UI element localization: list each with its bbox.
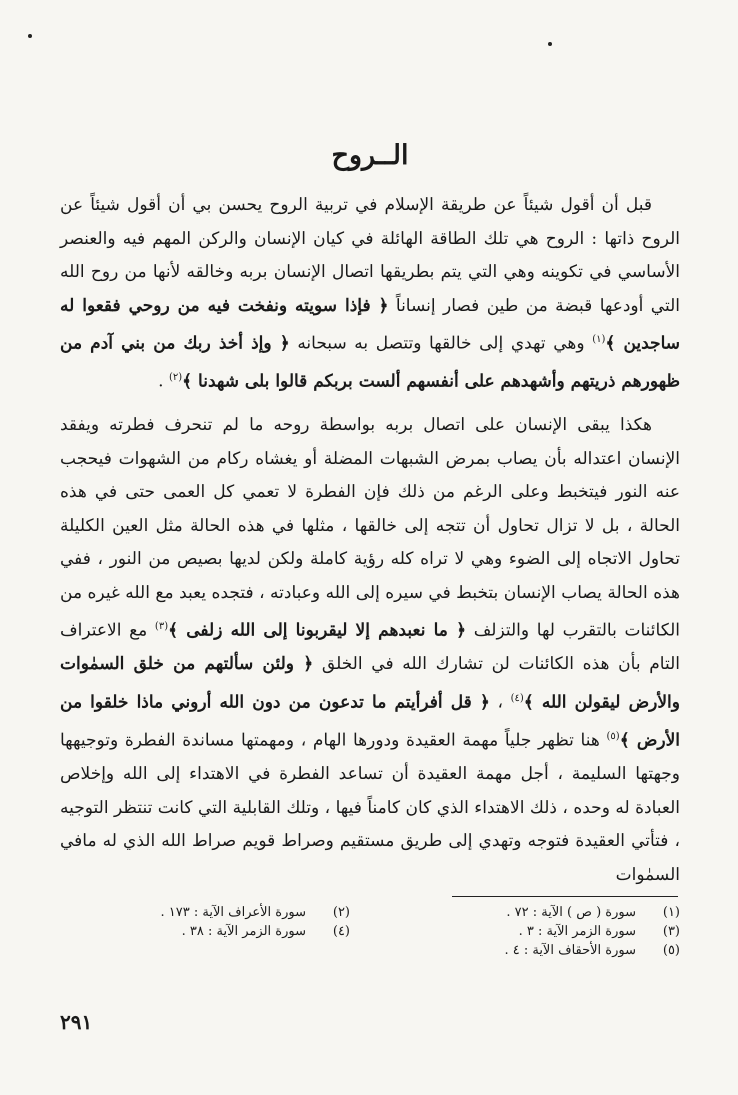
text: هنا تظهر جلياً مهمة العقيدة ودورها الهام ، ومهمتها مساندة الفطرة وتوجيهها وجهتها السليمة ، أجل مهمة العقيدة أن تساعد الفطرة في الاهتداء إلى الله وإخلاص العبادة له وحده ، ذلك الاهتداء الذي كان كامناً فيها ، وتلك القابلية التي كانت تنتظر التوجيه ، فتأتي العقيدة فتوجه وتهدي إلى طريق مستقيم وصراط قويم صراط الله الذي له مافي السمٰوات (60, 730, 680, 885)
scan-dot (28, 34, 32, 38)
paragraph (60, 189, 680, 399)
footnote-text: سورة الأحقاف الآية : ٤ . (504, 943, 636, 958)
footnote (390, 924, 680, 939)
footnote-text: سورة ( ص ) الآية : ٧٢ . (506, 905, 636, 920)
quran-quote: ﴿ وإذ أخذ ربك من بني آدم من ظهورهم ذريتهم وأشهدهم على أنفسهم ألست بربكم قالوا بلى شهدنا ﴾ (60, 333, 680, 392)
text: قبل أن أقول شيئاً عن طريقة الإسلام في تربية الروح يحسن بي أن أقول شيئاً عن الروح ذاتها : الروح هي تلك الطاقة الهائلة في كيان الإنسان والركن المهم فيه والعنصر الأساسي في تكوينه وهي التي يتم بطريقها اتصال الإنسان بربه وخالقه لأنها من روح الله التي أودعها قبضة من طين فصار إنساناً (60, 195, 680, 316)
footnote-divider (452, 896, 678, 897)
footnotes (60, 905, 680, 958)
paragraph (60, 409, 680, 892)
text: هكذا يبقى الإنسان على اتصال بربه بواسطة روحه ما لم تنحرف فطرته ويفقد الإنسان اعتداله بأن يصاب بمرض الشبهات المضلة أو يغشاه ركام من الشهوات فيحجب عنه النور فيتخبط وعلى الرغم من ذلك فإن الفطرة لا تعمي كل العمى حتى في هذه الحالة ، بل لا تزال تحاول أن تتجه إلى خالقها ، مثلها في هذه الحالة مثل العين الكليلة تحاول الاتجاه إلى الضوء وهي لا تراه كله رؤية كاملة ولكن لديها بصيص من النور ، ففي هذه الحالة يصاب الإنسان بتخبط في سيره إلى الله وعبادته ، فتجده يعبد مع الله غيره من الكائنات بالتقرب لها والتزلف (60, 415, 681, 641)
footnote-text: سورة الزمر الآية : ٣ . (518, 924, 636, 939)
quran-quote: ﴿ قل أفرأيتم ما تدعون من دون الله أروني ماذا خلقوا من الأرض ﴾ (60, 692, 681, 751)
text: ، (497, 692, 503, 713)
footnote-ref: (٢) (168, 372, 183, 384)
footnote (390, 905, 680, 920)
footnote (60, 924, 350, 939)
quran-quote: ﴿ ولئن سألتهم من خلق السمٰوات والأرض ليقولن الله ﴾ (60, 654, 680, 713)
footnote-number: (٢) (332, 905, 350, 920)
footnote-number: (١) (662, 905, 680, 920)
footnote-number: (٥) (662, 943, 680, 958)
scan-dot (548, 42, 552, 46)
quran-quote: ﴿ ما نعبدهم إلا ليقربونا إلى الله زلفى ﴾ (168, 620, 467, 641)
footnote-ref: (١) (592, 334, 606, 345)
page-number: ٢٩١ (60, 1010, 93, 1034)
text: مع الاعتراف التام بأن هذه الكائنات لن تشارك الله في الخلق (60, 620, 681, 675)
chapter-title: الــروح (331, 140, 409, 171)
footnote-text: سورة الأعراف الآية : ١٧٣ . (160, 905, 306, 920)
text: . (158, 371, 164, 392)
quran-quote: ﴿ فإذا سويته ونفخت فيه من روحي فقعوا له ساجدين ﴾ (60, 295, 680, 354)
footnote (390, 943, 680, 958)
footnote (60, 905, 350, 920)
footnote-ref: (٣) (154, 621, 169, 633)
footnote-number: (٤) (332, 924, 350, 939)
footnote-ref: (٥) (606, 731, 620, 743)
text: وهي تهدي إلى خالقها وتتصل به سبحانه (297, 333, 585, 354)
footnote-ref: (٤) (510, 692, 524, 704)
page-body (60, 140, 680, 892)
footnote-number: (٣) (662, 924, 680, 939)
footnote-text: سورة الزمر الآية : ٣٨ . (181, 924, 306, 939)
